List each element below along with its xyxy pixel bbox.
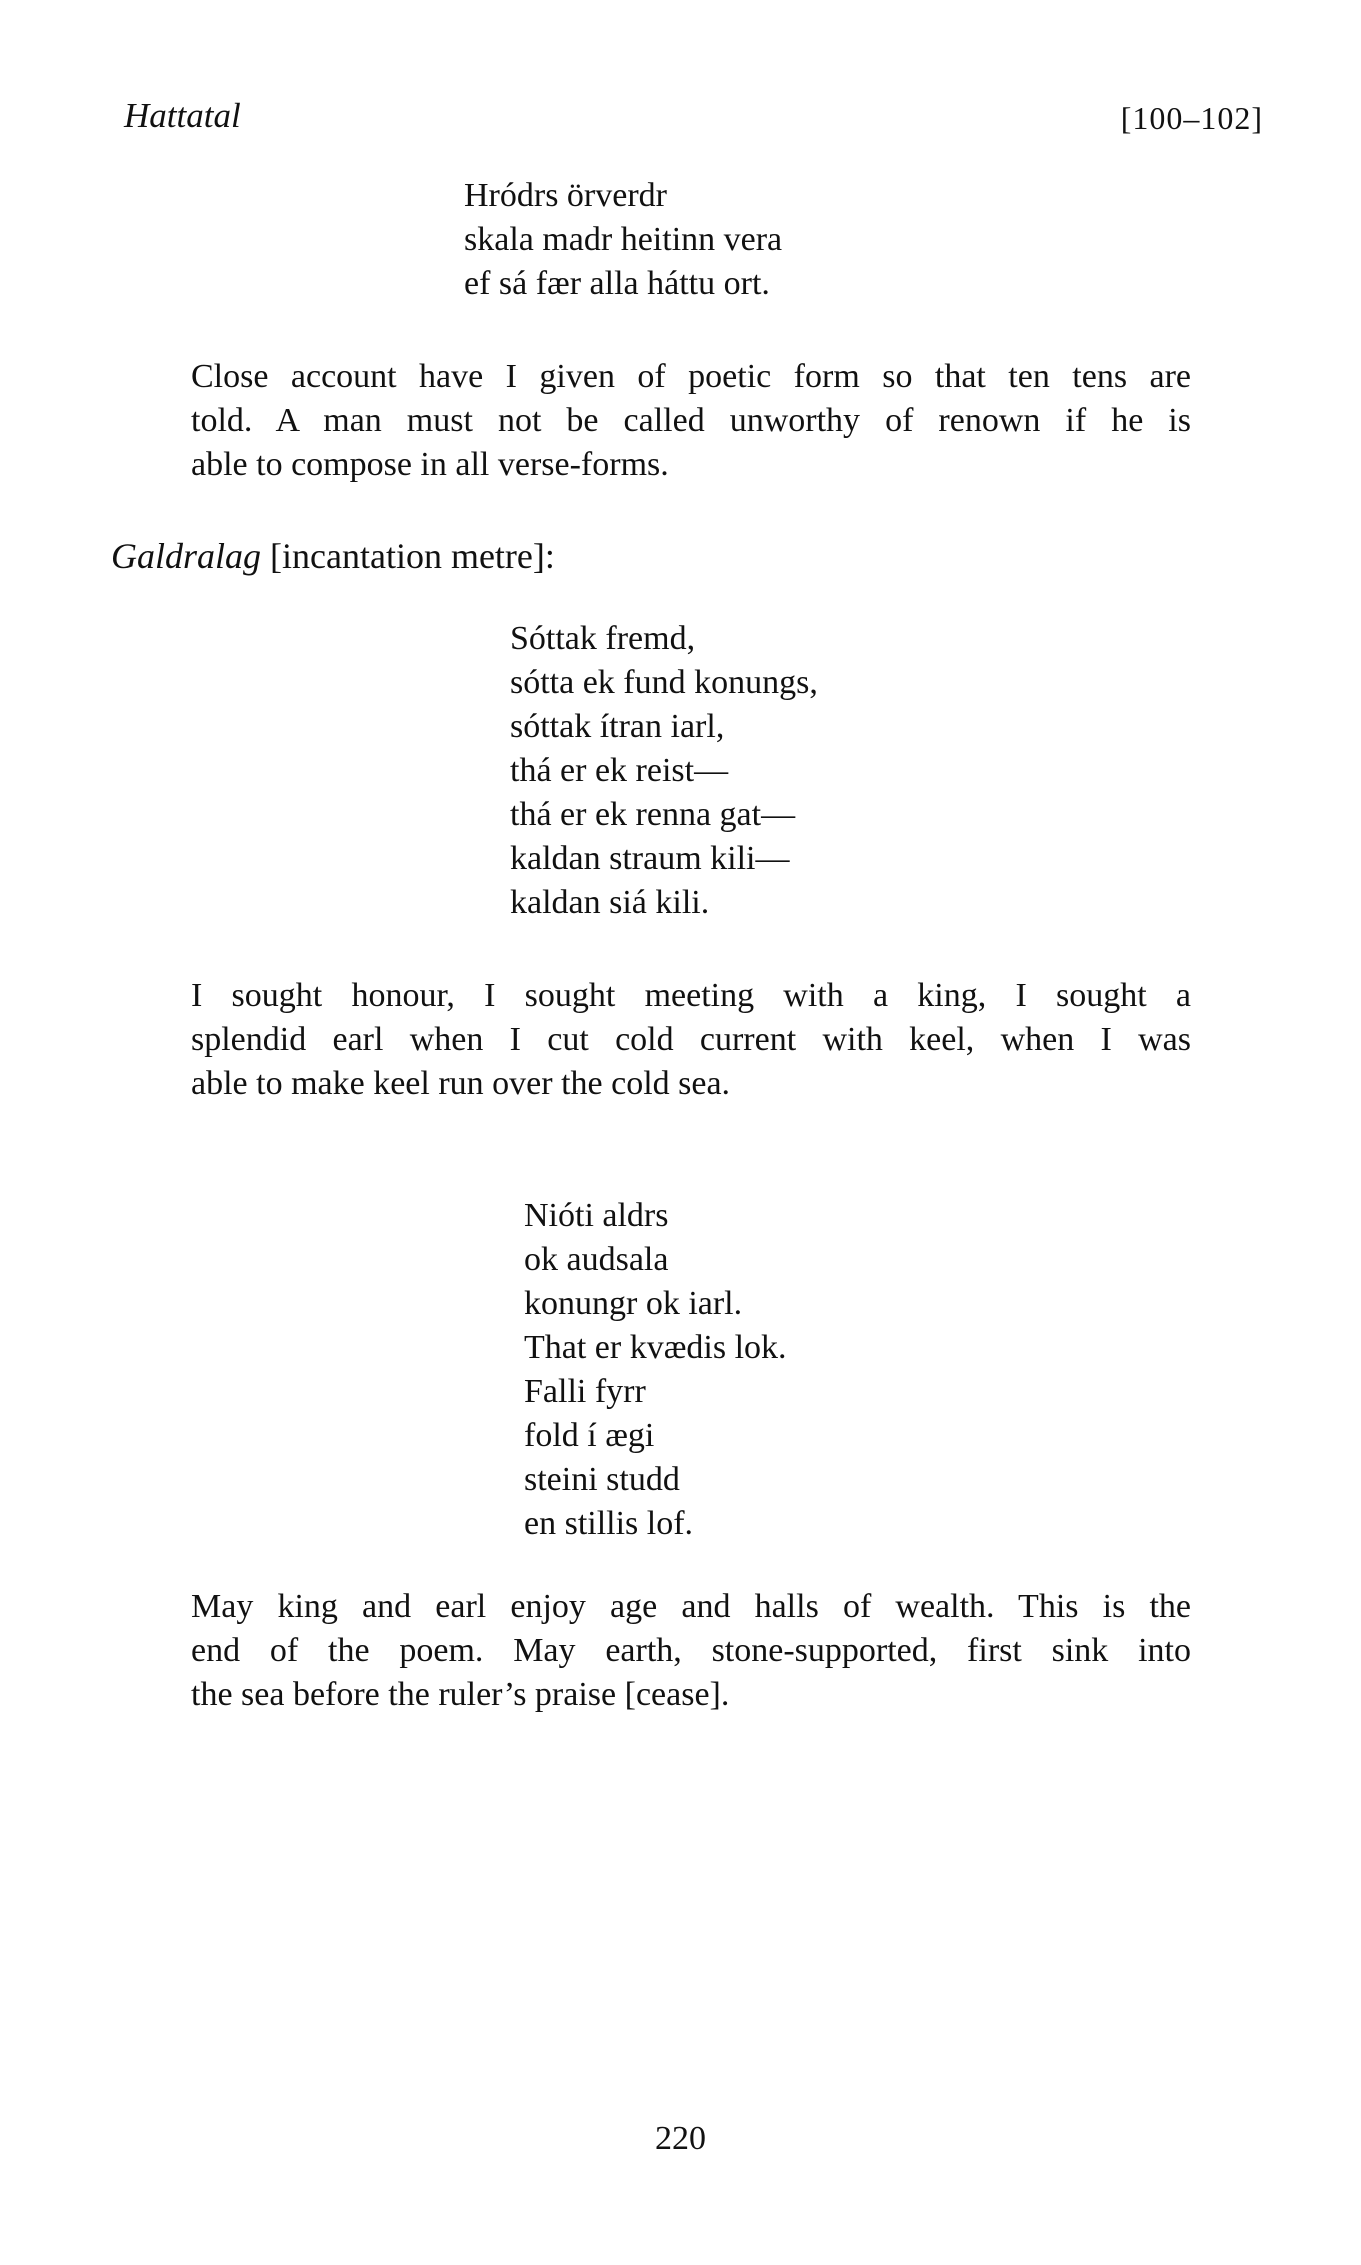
verse-line: kaldan straum kili— xyxy=(510,840,790,877)
prose-line: end of the poem. May earth, stone-supported, first sink into xyxy=(191,1632,1191,1669)
verse-stanza-3 xyxy=(524,1194,787,1546)
prose-line: told. A man must not be called unworthy of renown if he is xyxy=(191,402,1191,439)
verse-line: en stillis lof. xyxy=(524,1505,694,1542)
running-head-title: Hattatal xyxy=(124,96,241,135)
verse-line: konungr ok iarl. xyxy=(524,1285,743,1322)
prose-line: May king and earl enjoy age and halls of wealth. This is the xyxy=(191,1588,1191,1625)
prose-line: the sea before the ruler’s praise [cease]. xyxy=(191,1676,730,1713)
prose-line: I sought honour, I sought meeting with a king, I sought a xyxy=(191,977,1191,1014)
verse-line: ok audsala xyxy=(524,1241,669,1278)
section-heading xyxy=(111,534,555,578)
verse-line: ef sá fær alla háttu ort. xyxy=(464,265,770,302)
running-head-section-range: [100–102] xyxy=(1120,100,1263,136)
verse-stanza-2 xyxy=(510,617,818,925)
verse-stanza-1 xyxy=(464,174,782,306)
section-heading-name: Galdralag xyxy=(111,536,262,576)
verse-line: kaldan siá kili. xyxy=(510,884,710,921)
verse-line: Hródrs örverdr xyxy=(464,177,667,214)
verse-line: Nióti aldrs xyxy=(524,1197,669,1234)
verse-line: sótta ek fund konungs, xyxy=(510,664,818,701)
translation-paragraph-1 xyxy=(191,355,1191,487)
section-heading-gloss: [incantation metre]: xyxy=(270,536,555,576)
verse-line: fold í ægi xyxy=(524,1417,655,1454)
verse-line: steini studd xyxy=(524,1461,680,1498)
verse-line: sóttak ítran iarl, xyxy=(510,708,725,745)
verse-line: skala madr heitinn vera xyxy=(464,221,783,258)
prose-line: able to make keel run over the cold sea. xyxy=(191,1065,731,1102)
page-number: 220 xyxy=(655,2120,706,2157)
verse-line: thá er ek renna gat— xyxy=(510,796,796,833)
translation-paragraph-2 xyxy=(191,974,1191,1106)
prose-line: splendid earl when I cut cold current with keel, when I was xyxy=(191,1021,1191,1058)
verse-line: thá er ek reist— xyxy=(510,752,729,789)
verse-line: That er kvædis lok. xyxy=(524,1329,787,1366)
prose-line: able to compose in all verse-forms. xyxy=(191,446,669,483)
verse-line: Falli fyrr xyxy=(524,1373,646,1410)
verse-line: Sóttak fremd, xyxy=(510,620,696,657)
translation-paragraph-3 xyxy=(191,1585,1191,1717)
prose-line: Close account have I given of poetic form so that ten tens are xyxy=(191,358,1191,395)
